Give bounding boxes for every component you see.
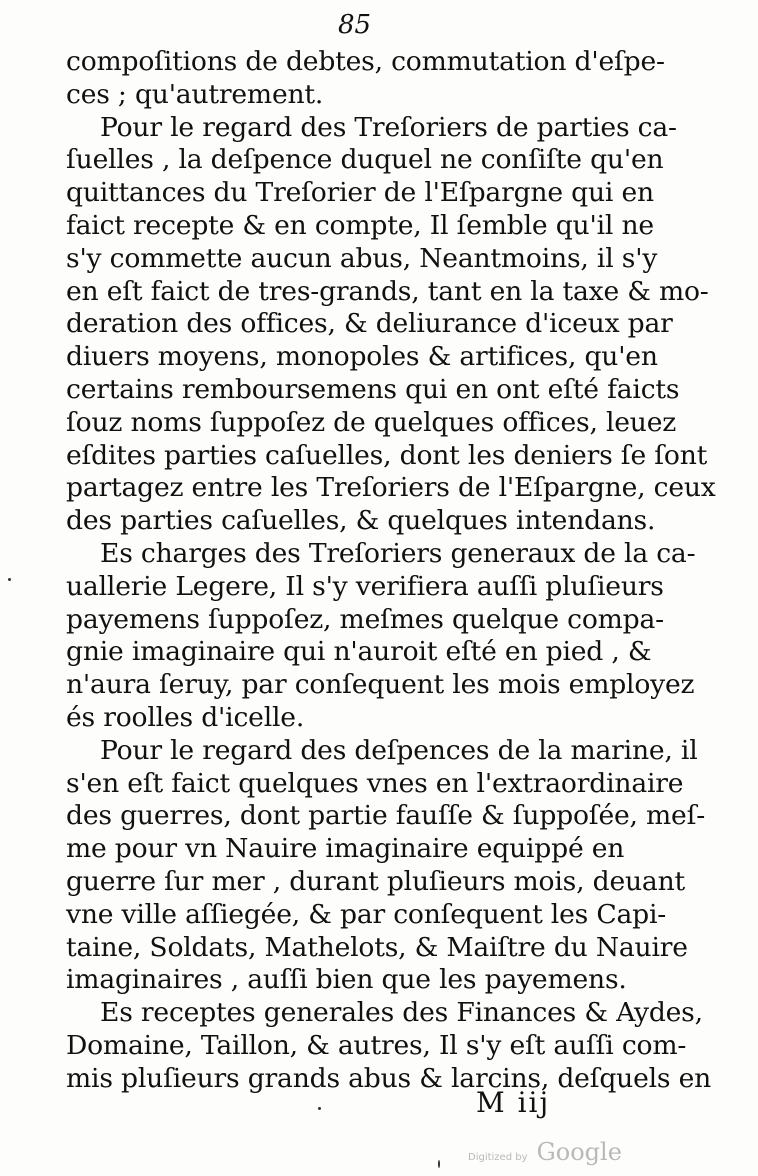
text-line: en eſt faict de tres-grands, tant en la taxe & mo- [66, 275, 709, 307]
text-line: compoſitions de debtes, commutation d'eſpe- [66, 46, 665, 77]
text-line: me pour vn Nauire imaginaire equippé en [66, 833, 625, 865]
text-line: Domaine, Taillon, & autres, Il s'y eſt auſſi com- [66, 1029, 687, 1061]
text-line: partagez entre les Treſoriers de l'Eſpargne, ceux [66, 472, 716, 504]
text-line: vne ville aſſiegée, & par conſequent les Capi- [66, 898, 667, 930]
text-line: Pour le regard des deſpences de la marine, il [100, 734, 698, 766]
text-line: ſuelles , la deſpence duquel ne conſiſte qu'en [66, 144, 664, 176]
watermark-prefix: Digitized by [468, 1152, 528, 1163]
text-line: Es charges des Treſoriers generaux de la ca- [100, 537, 696, 569]
text-line: quittances du Treſorier de l'Eſpargne qui en [66, 177, 654, 209]
ink-speck [318, 1107, 321, 1110]
text-line: uallerie Legere, Il s'y verifiera auſſi pluſieurs [66, 570, 664, 602]
text-line: certains remboursemens qui en ont eſté faicts [66, 373, 680, 405]
text-line: n'aura ſeruy, par conſequent les mois employez [66, 669, 695, 701]
text-line: mis pluſieurs grands abus & larcins, deſquels en [66, 1062, 712, 1094]
text-line: payemens ſuppoſez, meſmes quelque compa- [66, 603, 664, 635]
text-line: taine, Soldats, Mathelots, & Maiſtre du Nauire [66, 931, 688, 963]
text-line: diuers moyens, monopoles & artifices, qu'en [66, 341, 658, 373]
ink-speck [438, 1160, 440, 1168]
text-line: imaginaires , auſſi bien que les payemens. [66, 964, 627, 996]
text-line: Es receptes generales des Finances & Aydes, [100, 997, 703, 1029]
text-line: ſouz noms ſuppoſez de quelques offices, leuez [66, 406, 677, 438]
text-line: guerre ſur mer , durant pluſieurs mois, deuant [66, 865, 685, 897]
text-line: des guerres, dont partie fauſſe & ſuppoſée, meſ- [66, 800, 706, 832]
google-watermark [468, 1138, 622, 1166]
body-text [66, 46, 716, 1096]
text-line: Pour le regard des Treſoriers de parties ca- [100, 111, 677, 143]
text-line: eſdites parties caſuelles, dont les deniers ſe ſont [66, 439, 708, 471]
text-line: gnie imaginaire qui n'auroit eſté en pied , & [66, 636, 652, 668]
text-line: faict recepte & en compte, Il ſemble qu'il ne [66, 209, 654, 241]
text-line: ces ; qu'autrement. [66, 78, 324, 110]
text-line: des parties caſuelles, & quelques intendans. [66, 505, 656, 537]
page-number: 85 [338, 10, 372, 40]
signature-mark: M iij [476, 1086, 551, 1119]
text-line: s'y commette aucun abus, Neantmoins, il s'y [66, 242, 658, 274]
watermark-brand: Google [536, 1138, 622, 1166]
text-line: deration des offices, & deliurance d'iceux par [66, 308, 673, 340]
text-line: s'en eſt faict quelques vnes en l'extraordinaire [66, 767, 684, 799]
ink-speck [8, 578, 11, 581]
text-line: és roolles d'icelle. [66, 701, 305, 733]
